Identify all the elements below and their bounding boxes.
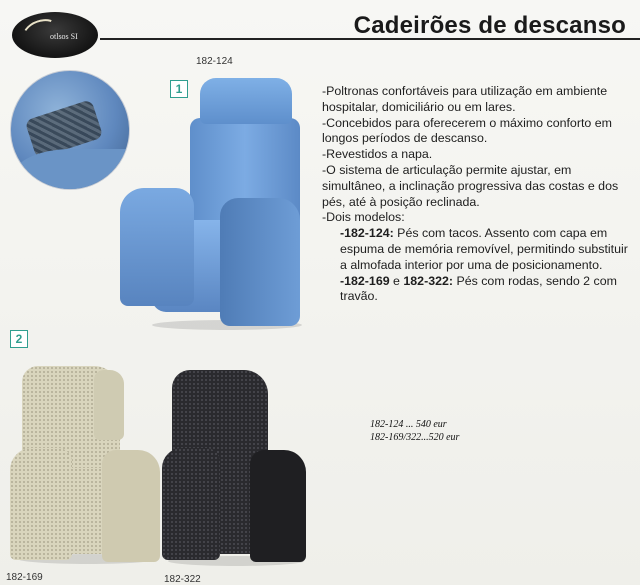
product-code-182-169: 182-169 (6, 572, 43, 583)
recliner-chair-blue (112, 70, 312, 332)
model-code: -182-124: (340, 226, 394, 241)
desc-line: -Dois modelos: (322, 210, 405, 225)
chair-right-arm (250, 450, 306, 562)
brand-logo (12, 12, 98, 58)
chair-left-arm (162, 448, 220, 560)
price-182-124: 182-124 ... 540 eur (370, 419, 447, 430)
price-list (370, 418, 459, 444)
chair-right-arm (102, 450, 160, 562)
model-182-124 (322, 226, 630, 273)
model-text: Pés com tacos. Assento com capa em espuma de memória removível, permitindo substituir a almofada interior por uma de posicionamento. (340, 226, 628, 272)
model-182-169-322 (322, 274, 630, 306)
product-code-182-124: 182-124 (196, 56, 233, 67)
product-badge-1: 1 (170, 80, 188, 98)
model-code: -182-169 (340, 273, 390, 288)
chair-left-arm (120, 188, 194, 306)
desc-line: -Poltronas confortáveis para utilização em ambiente hospitalar, domiciliário ou em lares. (322, 84, 608, 114)
armchair-black (160, 366, 306, 566)
desc-line: -Concebidos para oferecerem o máximo conforto em longos períodos de descanso. (322, 115, 612, 146)
model-joiner: e (389, 273, 404, 288)
product-badge-2: 2 (10, 330, 28, 348)
desc-line: -O sistema de articulação permite ajustar, em simultâneo, a inclinação progressiva das costas e dos pés, até à posição reclinada. (322, 162, 619, 209)
chair-left-arm (10, 448, 72, 560)
armchair-beige (8, 364, 160, 564)
chair-headrest (200, 78, 292, 124)
chair-right-arm (220, 198, 300, 326)
product-description (322, 84, 630, 305)
desc-line: -Revestidos a napa. (322, 147, 433, 162)
model-text: Pés com rodas, sendo 2 com travão. (340, 273, 617, 304)
product-code-182-322: 182-322 (164, 574, 201, 585)
price-182-169-322: 182-169/322...520 eur (370, 432, 460, 443)
chair-wing (94, 370, 124, 440)
model-code: 182-322: (403, 273, 453, 288)
logo-text: otlsos SI (50, 32, 78, 41)
page-title: Cadeirões de descanso (353, 12, 626, 39)
